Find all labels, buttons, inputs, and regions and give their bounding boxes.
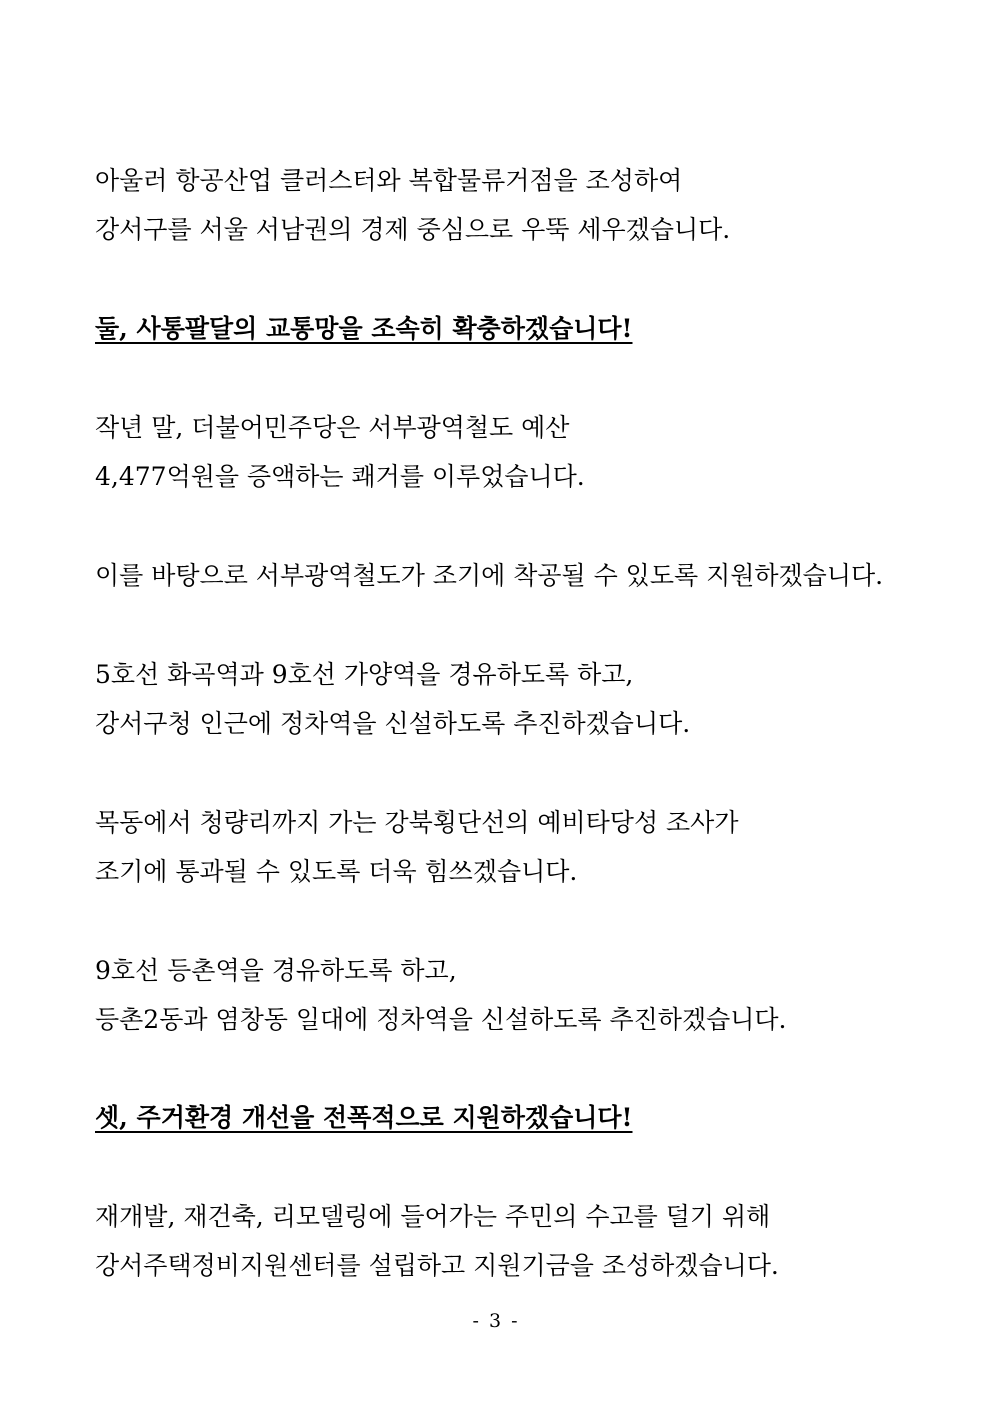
section-heading-two: 둘, 사통팔달의 교통망을 조속히 확충하겠습니다!	[95, 314, 633, 343]
paragraph-1-line-2: 강서구를 서울 서남권의 경제 중심으로 우뚝 세우겠습니다.	[95, 215, 731, 244]
section-heading-three: 셋, 주거환경 개선을 전폭적으로 지원하겠습니다!	[95, 1103, 633, 1132]
paragraph-6-line-1: 9호선 등촌역을 경유하도록 하고,	[95, 956, 457, 985]
paragraph-2-line-2: 4,477억원을 증액하는 쾌거를 이루었습니다.	[95, 462, 585, 491]
paragraph-1-line-1: 아울러 항공산업 클러스터와 복합물류거점을 조성하여	[95, 166, 683, 195]
paragraph-4-line-1: 5호선 화곡역과 9호선 가양역을 경유하도록 하고,	[95, 660, 634, 689]
paragraph-4-line-2: 강서구청 인근에 정차역을 신설하도록 추진하겠습니다.	[95, 709, 691, 738]
paragraph-5-line-2: 조기에 통과될 수 있도록 더욱 힘쓰겠습니다.	[95, 857, 578, 886]
paragraph-5-line-1: 목동에서 청량리까지 가는 강북횡단선의 예비타당성 조사가	[95, 808, 739, 837]
paragraph-7-line-1: 재개발, 재건축, 리모델링에 들어가는 주민의 수고를 덜기 위해	[95, 1202, 771, 1231]
paragraph-7-line-2: 강서주택정비지원센터를 설립하고 지원기금을 조성하겠습니다.	[95, 1251, 779, 1280]
paragraph-2-line-1: 작년 말, 더불어민주당은 서부광역철도 예산	[95, 413, 570, 442]
paragraph-6-line-2: 등촌2동과 염창동 일대에 정차역을 신설하도록 추진하겠습니다.	[95, 1005, 787, 1034]
page-number: - 3 -	[472, 1310, 520, 1332]
paragraph-3-line-1: 이를 바탕으로 서부광역철도가 조기에 착공될 수 있도록 지원하겠습니다.	[95, 561, 884, 590]
